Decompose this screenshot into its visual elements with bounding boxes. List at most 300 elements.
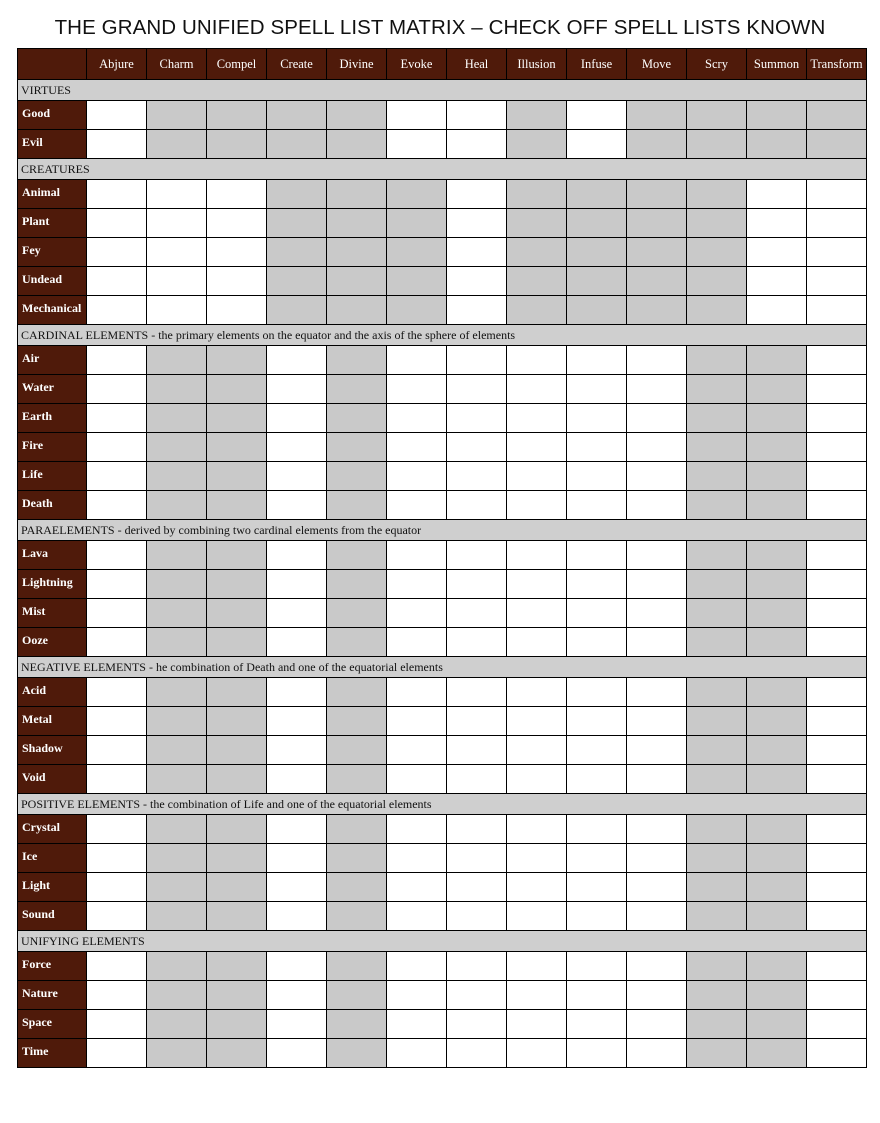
unavailable-cell (147, 1010, 207, 1039)
checkbox-cell[interactable] (387, 628, 447, 657)
checkbox-cell[interactable] (627, 765, 687, 794)
checkbox-cell[interactable] (567, 981, 627, 1010)
unavailable-cell (207, 101, 267, 130)
checkbox-cell[interactable] (207, 267, 267, 296)
unavailable-cell (207, 1010, 267, 1039)
checkbox-cell[interactable] (507, 678, 567, 707)
checkbox-cell[interactable] (507, 462, 567, 491)
unavailable-cell (687, 267, 747, 296)
checkbox-cell[interactable] (507, 844, 567, 873)
checkbox-cell[interactable] (507, 491, 567, 520)
checkbox-cell[interactable] (747, 209, 807, 238)
checkbox-cell[interactable] (87, 1010, 147, 1039)
checkbox-cell[interactable] (507, 433, 567, 462)
checkbox-cell[interactable] (447, 404, 507, 433)
checkbox-cell[interactable] (87, 209, 147, 238)
checkbox-cell[interactable] (507, 599, 567, 628)
checkbox-cell[interactable] (807, 599, 867, 628)
checkbox-cell[interactable] (87, 1039, 147, 1068)
checkbox-cell[interactable] (627, 404, 687, 433)
checkbox-cell[interactable] (267, 765, 327, 794)
column-header-summon: Summon (747, 49, 807, 80)
checkbox-cell[interactable] (387, 815, 447, 844)
unavailable-cell (747, 1039, 807, 1068)
checkbox-cell[interactable] (507, 707, 567, 736)
checkbox-cell[interactable] (627, 736, 687, 765)
row-label: Ice (18, 844, 87, 873)
checkbox-cell[interactable] (447, 678, 507, 707)
checkbox-cell[interactable] (567, 599, 627, 628)
checkbox-cell[interactable] (267, 981, 327, 1010)
column-header-divine: Divine (327, 49, 387, 80)
checkbox-cell[interactable] (87, 238, 147, 267)
checkbox-cell[interactable] (567, 678, 627, 707)
checkbox-cell[interactable] (387, 952, 447, 981)
checkbox-cell[interactable] (507, 541, 567, 570)
checkbox-cell[interactable] (807, 678, 867, 707)
checkbox-cell[interactable] (267, 902, 327, 931)
checkbox-cell[interactable] (447, 952, 507, 981)
unavailable-cell (687, 678, 747, 707)
unavailable-cell (207, 541, 267, 570)
checkbox-cell[interactable] (447, 433, 507, 462)
checkbox-cell[interactable] (447, 267, 507, 296)
section-header-row (18, 520, 867, 541)
unavailable-cell (327, 678, 387, 707)
checkbox-cell[interactable] (807, 628, 867, 657)
checkbox-cell[interactable] (387, 433, 447, 462)
checkbox-cell[interactable] (387, 491, 447, 520)
unavailable-cell (147, 678, 207, 707)
checkbox-cell[interactable] (627, 491, 687, 520)
unavailable-cell (627, 296, 687, 325)
unavailable-cell (687, 844, 747, 873)
checkbox-cell[interactable] (807, 873, 867, 902)
unavailable-cell (147, 765, 207, 794)
unavailable-cell (627, 180, 687, 209)
checkbox-cell[interactable] (87, 296, 147, 325)
checkbox-cell[interactable] (507, 404, 567, 433)
checkbox-cell[interactable] (807, 491, 867, 520)
unavailable-cell (747, 981, 807, 1010)
checkbox-cell[interactable] (87, 375, 147, 404)
unavailable-cell (507, 130, 567, 159)
spell-row-light (18, 873, 867, 902)
unavailable-cell (687, 952, 747, 981)
spell-row-void (18, 765, 867, 794)
checkbox-cell[interactable] (447, 570, 507, 599)
checkbox-cell[interactable] (807, 267, 867, 296)
checkbox-cell[interactable] (387, 736, 447, 765)
checkbox-cell[interactable] (87, 491, 147, 520)
checkbox-cell[interactable] (447, 462, 507, 491)
checkbox-cell[interactable] (87, 678, 147, 707)
checkbox-cell[interactable] (567, 765, 627, 794)
checkbox-cell[interactable] (87, 815, 147, 844)
checkbox-cell[interactable] (87, 736, 147, 765)
checkbox-cell[interactable] (627, 815, 687, 844)
checkbox-cell[interactable] (267, 404, 327, 433)
spell-row-fire (18, 433, 867, 462)
checkbox-cell[interactable] (87, 628, 147, 657)
unavailable-cell (327, 238, 387, 267)
checkbox-cell[interactable] (507, 375, 567, 404)
checkbox-cell[interactable] (627, 1039, 687, 1068)
checkbox-cell[interactable] (387, 404, 447, 433)
unavailable-cell (687, 433, 747, 462)
unavailable-cell (207, 873, 267, 902)
unavailable-cell (747, 678, 807, 707)
checkbox-cell[interactable] (87, 599, 147, 628)
checkbox-cell[interactable] (267, 375, 327, 404)
checkbox-cell[interactable] (267, 570, 327, 599)
checkbox-cell[interactable] (567, 873, 627, 902)
unavailable-cell (687, 491, 747, 520)
checkbox-cell[interactable] (387, 346, 447, 375)
checkbox-cell[interactable] (567, 491, 627, 520)
checkbox-cell[interactable] (267, 541, 327, 570)
checkbox-cell[interactable] (267, 346, 327, 375)
checkbox-cell[interactable] (567, 736, 627, 765)
checkbox-cell[interactable] (807, 844, 867, 873)
checkbox-cell[interactable] (567, 815, 627, 844)
unavailable-cell (267, 296, 327, 325)
checkbox-cell[interactable] (267, 628, 327, 657)
checkbox-cell[interactable] (567, 628, 627, 657)
checkbox-cell[interactable] (507, 981, 567, 1010)
checkbox-cell[interactable] (147, 267, 207, 296)
checkbox-cell[interactable] (87, 952, 147, 981)
checkbox-cell[interactable] (147, 180, 207, 209)
checkbox-cell[interactable] (567, 952, 627, 981)
checkbox-cell[interactable] (87, 462, 147, 491)
row-label: Lightning (18, 570, 87, 599)
row-label: Time (18, 1039, 87, 1068)
checkbox-cell[interactable] (387, 902, 447, 931)
unavailable-cell (687, 404, 747, 433)
checkbox-cell[interactable] (447, 736, 507, 765)
checkbox-cell[interactable] (567, 404, 627, 433)
checkbox-cell[interactable] (567, 462, 627, 491)
checkbox-cell[interactable] (807, 765, 867, 794)
checkbox-cell[interactable] (567, 130, 627, 159)
checkbox-cell[interactable] (507, 736, 567, 765)
unavailable-cell (327, 981, 387, 1010)
column-header-transform: Transform (807, 49, 867, 80)
unavailable-cell (747, 1010, 807, 1039)
checkbox-cell[interactable] (207, 180, 267, 209)
checkbox-cell[interactable] (807, 462, 867, 491)
unavailable-cell (327, 707, 387, 736)
checkbox-cell[interactable] (567, 541, 627, 570)
unavailable-cell (207, 736, 267, 765)
checkbox-cell[interactable] (447, 541, 507, 570)
checkbox-cell[interactable] (87, 267, 147, 296)
checkbox-cell[interactable] (627, 599, 687, 628)
checkbox-cell[interactable] (267, 1039, 327, 1068)
checkbox-cell[interactable] (507, 570, 567, 599)
row-label: Lava (18, 541, 87, 570)
unavailable-cell (147, 707, 207, 736)
column-header-scry: Scry (687, 49, 747, 80)
checkbox-cell[interactable] (447, 981, 507, 1010)
checkbox-cell[interactable] (87, 765, 147, 794)
checkbox-cell[interactable] (807, 433, 867, 462)
unavailable-cell (147, 599, 207, 628)
checkbox-cell[interactable] (447, 1010, 507, 1039)
checkbox-cell[interactable] (807, 952, 867, 981)
section-header-row (18, 80, 867, 101)
checkbox-cell[interactable] (267, 462, 327, 491)
checkbox-cell[interactable] (507, 346, 567, 375)
section-header-row (18, 159, 867, 180)
checkbox-cell[interactable] (807, 1039, 867, 1068)
checkbox-cell[interactable] (387, 844, 447, 873)
checkbox-cell[interactable] (747, 180, 807, 209)
unavailable-cell (147, 952, 207, 981)
checkbox-cell[interactable] (507, 1010, 567, 1039)
unavailable-cell (687, 599, 747, 628)
checkbox-cell[interactable] (447, 844, 507, 873)
checkbox-cell[interactable] (387, 570, 447, 599)
column-header-illusion: Illusion (507, 49, 567, 80)
checkbox-cell[interactable] (87, 404, 147, 433)
unavailable-cell (327, 433, 387, 462)
checkbox-cell[interactable] (267, 433, 327, 462)
checkbox-cell[interactable] (807, 736, 867, 765)
checkbox-cell[interactable] (507, 1039, 567, 1068)
row-label: Ooze (18, 628, 87, 657)
checkbox-cell[interactable] (267, 491, 327, 520)
checkbox-cell[interactable] (627, 952, 687, 981)
checkbox-cell[interactable] (567, 1010, 627, 1039)
checkbox-cell[interactable] (87, 130, 147, 159)
unavailable-cell (627, 238, 687, 267)
unavailable-cell (807, 130, 867, 159)
checkbox-cell[interactable] (207, 238, 267, 267)
unavailable-cell (207, 346, 267, 375)
checkbox-cell[interactable] (567, 902, 627, 931)
section-header-row (18, 325, 867, 346)
unavailable-cell (567, 296, 627, 325)
spell-matrix-table (17, 48, 867, 1068)
row-label: Acid (18, 678, 87, 707)
checkbox-cell[interactable] (387, 130, 447, 159)
checkbox-cell[interactable] (447, 765, 507, 794)
checkbox-cell[interactable] (567, 433, 627, 462)
checkbox-cell[interactable] (747, 238, 807, 267)
checkbox-cell[interactable] (627, 873, 687, 902)
checkbox-cell[interactable] (627, 844, 687, 873)
checkbox-cell[interactable] (567, 101, 627, 130)
checkbox-cell[interactable] (807, 404, 867, 433)
unavailable-cell (147, 404, 207, 433)
unavailable-cell (687, 628, 747, 657)
unavailable-cell (147, 628, 207, 657)
checkbox-cell[interactable] (807, 180, 867, 209)
checkbox-cell[interactable] (87, 101, 147, 130)
checkbox-cell[interactable] (747, 296, 807, 325)
checkbox-cell[interactable] (507, 902, 567, 931)
checkbox-cell[interactable] (447, 491, 507, 520)
checkbox-cell[interactable] (447, 180, 507, 209)
checkbox-cell[interactable] (447, 628, 507, 657)
unavailable-cell (327, 209, 387, 238)
unavailable-cell (687, 707, 747, 736)
checkbox-cell[interactable] (387, 1010, 447, 1039)
checkbox-cell[interactable] (447, 1039, 507, 1068)
checkbox-cell[interactable] (807, 346, 867, 375)
checkbox-cell[interactable] (267, 707, 327, 736)
checkbox-cell[interactable] (147, 238, 207, 267)
checkbox-cell[interactable] (807, 541, 867, 570)
checkbox-cell[interactable] (387, 765, 447, 794)
checkbox-cell[interactable] (267, 844, 327, 873)
checkbox-cell[interactable] (447, 346, 507, 375)
checkbox-cell[interactable] (567, 1039, 627, 1068)
checkbox-cell[interactable] (627, 375, 687, 404)
checkbox-cell[interactable] (507, 765, 567, 794)
checkbox-cell[interactable] (387, 707, 447, 736)
unavailable-cell (267, 130, 327, 159)
checkbox-cell[interactable] (807, 815, 867, 844)
checkbox-cell[interactable] (627, 1010, 687, 1039)
checkbox-cell[interactable] (567, 570, 627, 599)
section-heading: CARDINAL ELEMENTS - the primary elements on the equator and the axis of the sphere of elements (18, 325, 867, 346)
unavailable-cell (327, 952, 387, 981)
unavailable-cell (687, 296, 747, 325)
checkbox-cell[interactable] (447, 707, 507, 736)
checkbox-cell[interactable] (387, 375, 447, 404)
checkbox-cell[interactable] (447, 101, 507, 130)
checkbox-cell[interactable] (507, 815, 567, 844)
spell-row-mechanical (18, 296, 867, 325)
row-label: Void (18, 765, 87, 794)
row-label: Animal (18, 180, 87, 209)
checkbox-cell[interactable] (567, 707, 627, 736)
checkbox-cell[interactable] (87, 541, 147, 570)
checkbox-cell[interactable] (807, 209, 867, 238)
checkbox-cell[interactable] (567, 346, 627, 375)
checkbox-cell[interactable] (387, 541, 447, 570)
checkbox-cell[interactable] (207, 209, 267, 238)
checkbox-cell[interactable] (87, 570, 147, 599)
checkbox-cell[interactable] (567, 375, 627, 404)
checkbox-cell[interactable] (807, 570, 867, 599)
checkbox-cell[interactable] (567, 844, 627, 873)
checkbox-cell[interactable] (627, 462, 687, 491)
checkbox-cell[interactable] (267, 873, 327, 902)
checkbox-cell[interactable] (147, 296, 207, 325)
checkbox-cell[interactable] (87, 981, 147, 1010)
checkbox-cell[interactable] (267, 1010, 327, 1039)
checkbox-cell[interactable] (387, 981, 447, 1010)
checkbox-cell[interactable] (87, 902, 147, 931)
unavailable-cell (567, 267, 627, 296)
checkbox-cell[interactable] (807, 707, 867, 736)
row-label: Crystal (18, 815, 87, 844)
checkbox-cell[interactable] (807, 238, 867, 267)
checkbox-cell[interactable] (627, 628, 687, 657)
checkbox-cell[interactable] (627, 902, 687, 931)
checkbox-cell[interactable] (387, 873, 447, 902)
spell-row-nature (18, 981, 867, 1010)
checkbox-cell[interactable] (267, 952, 327, 981)
checkbox-cell[interactable] (447, 209, 507, 238)
checkbox-cell[interactable] (447, 873, 507, 902)
checkbox-cell[interactable] (87, 844, 147, 873)
unavailable-cell (627, 267, 687, 296)
checkbox-cell[interactable] (267, 736, 327, 765)
unavailable-cell (627, 101, 687, 130)
checkbox-cell[interactable] (387, 599, 447, 628)
checkbox-cell[interactable] (447, 599, 507, 628)
checkbox-cell[interactable] (807, 375, 867, 404)
checkbox-cell[interactable] (807, 902, 867, 931)
checkbox-cell[interactable] (807, 981, 867, 1010)
checkbox-cell[interactable] (387, 101, 447, 130)
unavailable-cell (147, 902, 207, 931)
checkbox-cell[interactable] (507, 952, 567, 981)
checkbox-cell[interactable] (447, 902, 507, 931)
unavailable-cell (747, 570, 807, 599)
checkbox-cell[interactable] (87, 873, 147, 902)
column-header-compel: Compel (207, 49, 267, 80)
unavailable-cell (207, 1039, 267, 1068)
checkbox-cell[interactable] (627, 678, 687, 707)
checkbox-cell[interactable] (267, 599, 327, 628)
row-label: Fire (18, 433, 87, 462)
checkbox-cell[interactable] (87, 707, 147, 736)
checkbox-cell[interactable] (447, 238, 507, 267)
checkbox-cell[interactable] (807, 296, 867, 325)
checkbox-cell[interactable] (627, 570, 687, 599)
checkbox-cell[interactable] (627, 346, 687, 375)
checkbox-cell[interactable] (627, 707, 687, 736)
unavailable-cell (687, 902, 747, 931)
checkbox-cell[interactable] (87, 346, 147, 375)
checkbox-cell[interactable] (627, 541, 687, 570)
checkbox-cell[interactable] (447, 375, 507, 404)
spell-row-force (18, 952, 867, 981)
spell-row-ice (18, 844, 867, 873)
checkbox-cell[interactable] (447, 130, 507, 159)
checkbox-cell[interactable] (447, 815, 507, 844)
checkbox-cell[interactable] (147, 209, 207, 238)
checkbox-cell[interactable] (627, 981, 687, 1010)
checkbox-cell[interactable] (87, 180, 147, 209)
unavailable-cell (747, 952, 807, 981)
checkbox-cell[interactable] (507, 628, 567, 657)
checkbox-cell[interactable] (747, 267, 807, 296)
unavailable-cell (567, 180, 627, 209)
checkbox-cell[interactable] (387, 462, 447, 491)
checkbox-cell[interactable] (267, 815, 327, 844)
checkbox-cell[interactable] (207, 296, 267, 325)
unavailable-cell (327, 346, 387, 375)
checkbox-cell[interactable] (447, 296, 507, 325)
checkbox-cell[interactable] (87, 433, 147, 462)
spell-row-space (18, 1010, 867, 1039)
checkbox-cell[interactable] (387, 678, 447, 707)
checkbox-cell[interactable] (807, 1010, 867, 1039)
row-label: Water (18, 375, 87, 404)
checkbox-cell[interactable] (627, 433, 687, 462)
unavailable-cell (507, 101, 567, 130)
checkbox-cell[interactable] (387, 1039, 447, 1068)
checkbox-cell[interactable] (507, 873, 567, 902)
checkbox-cell[interactable] (267, 678, 327, 707)
